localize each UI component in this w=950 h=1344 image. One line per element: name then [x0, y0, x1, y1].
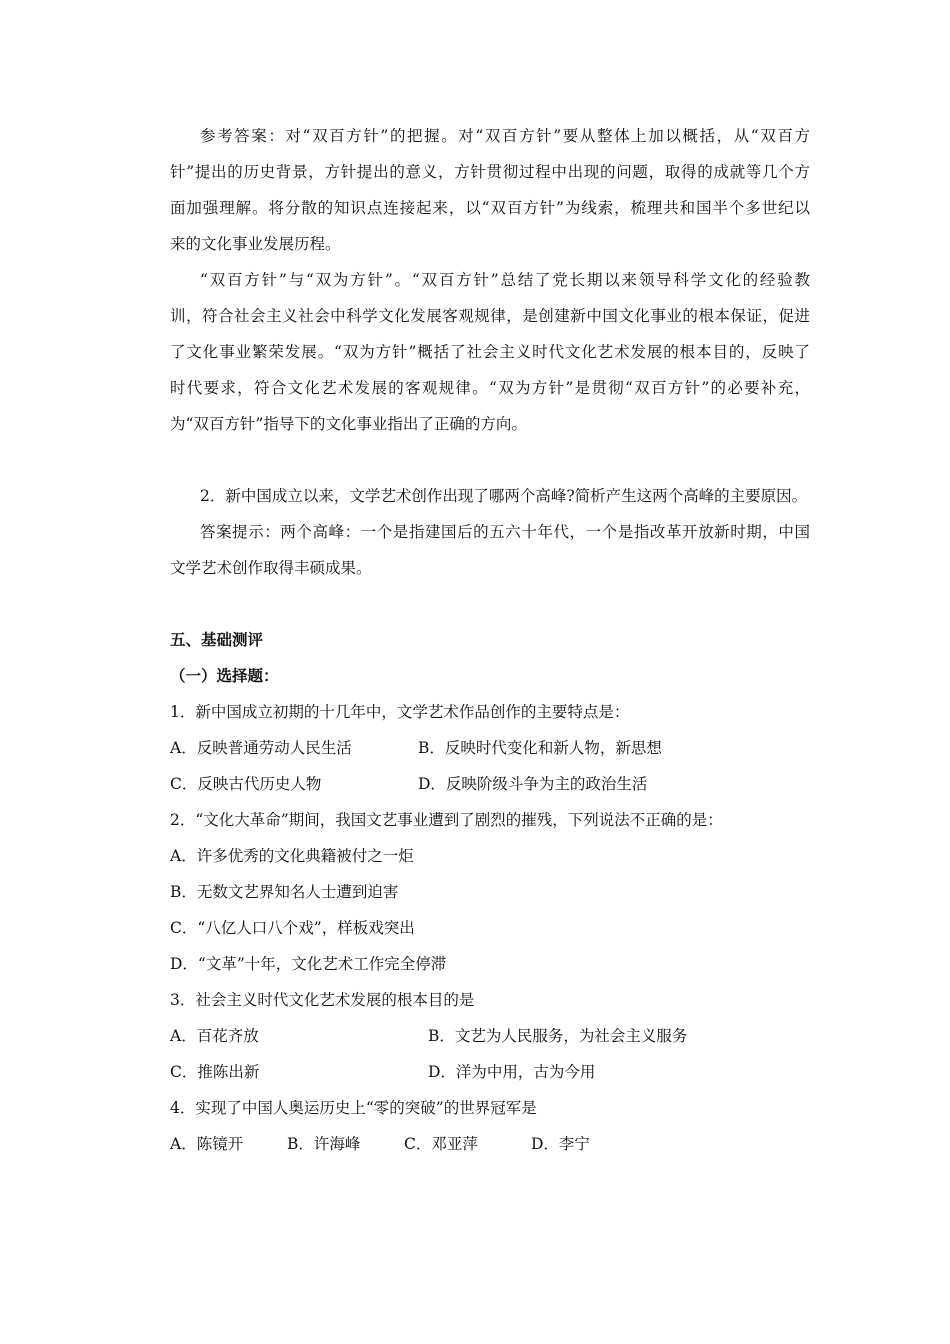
mcq-1-text: 1．新中国成立初期的十几年中，文学艺术作品创作的主要特点是：: [170, 703, 630, 721]
mcq-3-option-b: B．文艺为人民服务，为社会主义服务: [428, 1027, 688, 1045]
answer-p2-line-5: 为“双百方针”指导下的文化事业指出了正确的方向。: [170, 415, 527, 433]
mcq-2-text: 2．“文化大革命”期间，我国文艺事业遭到了剧烈的摧残，下列说法不正确的是：: [170, 811, 723, 829]
mcq-4-option-b: B．许海峰: [287, 1135, 361, 1153]
mcq-4-option-a: A．陈镜开: [170, 1135, 244, 1153]
mcq-2-option-d: D．“文革”十年，文化艺术工作完全停滞: [170, 955, 447, 973]
mcq-1-option-b: B．反映时代变化和新人物，新思想: [418, 739, 662, 757]
mcq-3-option-c: C．推陈出新: [170, 1063, 260, 1081]
answer-p1-line-3: 面加强理解。将分散的知识点连接起来，以“双百方针”为线索，梳理共和国半个多世纪以: [170, 199, 810, 217]
mcq-4-option-c: C．邓亚萍: [404, 1135, 478, 1153]
question-2-text: 2．新中国成立以来，文学艺术创作出现了哪两个高峰?简析产生这两个高峰的主要原因。: [200, 487, 808, 505]
question-2-hint-line-1: 答案提示：两个高峰：一个是指建国后的五六十年代，一个是指改革开放新时期，中国: [200, 523, 810, 541]
mcq-3-text: 3．社会主义时代文化艺术发展的根本目的是: [170, 991, 475, 1009]
mcq-3-option-a: A．百花齐放: [170, 1027, 259, 1045]
mcq-2-option-c: C．“八亿人口八个戏”，样板戏突出: [170, 919, 415, 937]
answer-p1-line-4: 来的文化事业发展历程。: [170, 235, 341, 253]
answer-p2-line-1: “双百方针”与“双为方针”。“双百方针”总结了党长期以来领导科学文化的经验教: [200, 271, 810, 289]
mcq-1-option-a: A．反映普通劳动人民生活: [170, 739, 352, 757]
mcq-4-option-d: D．李宁: [531, 1135, 590, 1153]
mcq-2-option-a: A．许多优秀的文化典籍被付之一炬: [170, 847, 414, 865]
answer-p1-line-1: 参考答案：对“双百方针”的把握。对“双百方针”要从整体上加以概括，从“双百方: [200, 127, 810, 145]
mcq-1-option-d: D．反映阶级斗争为主的政治生活: [418, 775, 648, 793]
mcq-2-option-b: B．无数文艺界知名人士遭到迫害: [170, 883, 399, 901]
mcq-3-option-d: D．洋为中用，古为今用: [428, 1063, 596, 1081]
answer-p1-line-2: 针”提出的历史背景，方针提出的意义，方针贯彻过程中出现的问题，取得的成就等几个方: [170, 163, 810, 181]
section-subtitle: （一）选择题：: [170, 666, 279, 685]
answer-p2-line-2: 训，符合社会主义社会中科学文化发展客观规律，是创建新中国文化事业的根本保证，促进: [170, 307, 810, 325]
mcq-1-option-c: C．反映古代历史人物: [170, 775, 322, 793]
section-title: 五、基础测评: [170, 630, 264, 649]
answer-p2-line-4: 时代要求，符合文化艺术发展的客观规律。“双为方针”是贯彻“双百方针”的必要补充，: [170, 379, 810, 397]
mcq-4-text: 4．实现了中国人奥运历史上“零的突破”的世界冠军是: [170, 1099, 537, 1117]
answer-p2-line-3: 了文化事业繁荣发展。“双为方针”概括了社会主义时代文化艺术发展的根本目的，反映了: [170, 343, 810, 361]
question-2-hint-line-2: 文学艺术创作取得丰硕成果。: [170, 559, 372, 577]
